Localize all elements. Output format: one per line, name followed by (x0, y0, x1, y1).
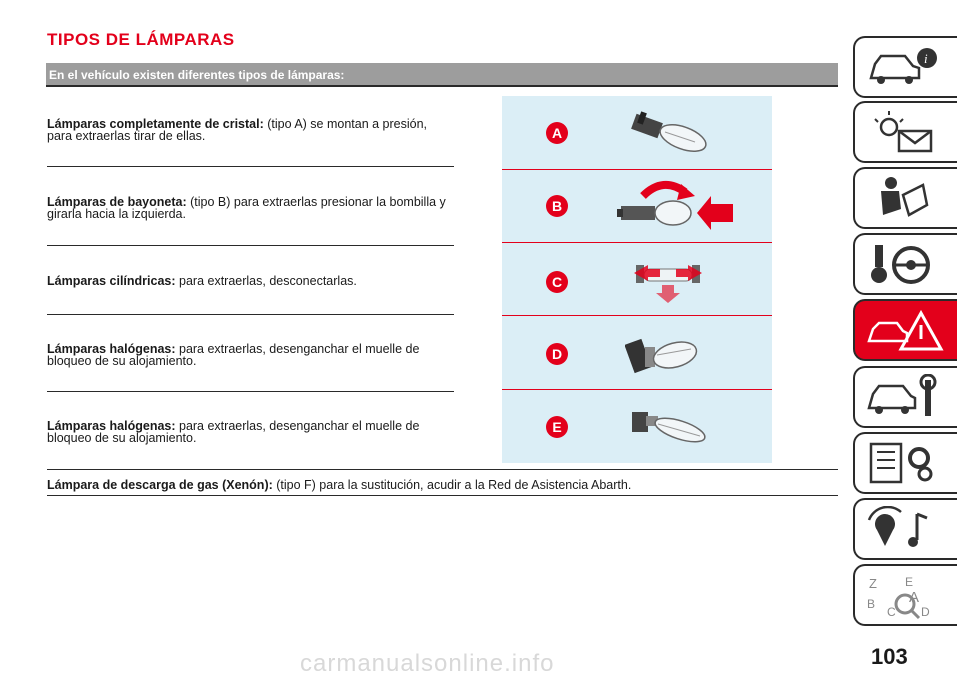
figure-separator (502, 389, 772, 390)
svg-text:i: i (924, 51, 928, 66)
entry-label: Lámparas halógenas: (47, 342, 176, 356)
entry-text: para extraerlas, desenganchar el muelle de bloqueo de su alojamiento. (47, 342, 420, 368)
entry-label: Lámparas halógenas: (47, 419, 176, 433)
svg-text:D: D (921, 605, 930, 619)
entry-a (47, 118, 452, 142)
chapter-tabs (853, 0, 960, 678)
figure-label-c: C (546, 271, 568, 293)
cylindrical-bulb-icon (630, 255, 710, 305)
tab-technical-data[interactable] (853, 432, 957, 494)
figure-separator (502, 315, 772, 316)
entry-text: para extraerlas, desconectarlas. (175, 274, 357, 288)
entry-e (47, 420, 452, 444)
tab-maintenance[interactable] (853, 366, 957, 428)
entry-label: Lámparas completamente de cristal: (47, 117, 264, 131)
tab-index[interactable] (853, 564, 957, 626)
tab-car-info[interactable] (853, 36, 957, 98)
page-title: TIPOS DE LÁMPARAS (47, 30, 235, 49)
bayonet-bulb-icon (615, 178, 735, 234)
tab-starting-driving[interactable] (853, 233, 957, 295)
car-wrench-icon (865, 374, 945, 420)
seat-airbag-icon (865, 175, 945, 221)
tab-safety[interactable] (853, 167, 957, 229)
divider (47, 245, 454, 246)
figure-label-a: A (546, 122, 568, 144)
lights-message-icon (865, 109, 945, 155)
watermark: carmanualsonline.info (300, 650, 555, 677)
entry-b (47, 196, 452, 220)
entry-text: para extraerlas, desenganchar el muelle de bloqueo de su alojamiento. (47, 419, 420, 445)
svg-text:A: A (909, 589, 920, 606)
key-steering-wheel-icon (865, 241, 945, 287)
entry-label: Lámparas cilíndricas: (47, 274, 176, 288)
tab-multimedia[interactable] (853, 498, 957, 560)
glass-bulb-icon (625, 108, 715, 156)
car-info-icon (865, 44, 945, 90)
svg-text:E: E (905, 575, 914, 589)
entry-d (47, 343, 452, 367)
multimedia-music-icon (865, 506, 945, 552)
entry-text: (tipo A) se montan a presión, para extraerlas tirar de ellas. (47, 117, 428, 143)
intro-bar (46, 63, 838, 87)
figure-separator (502, 242, 772, 243)
entry-text: (tipo B) para extraerlas presionar la bombilla y girarla hacia la izquierda. (47, 195, 446, 221)
specs-gears-icon (865, 440, 945, 486)
entry-label: Lámpara de descarga de gas (Xenón): (47, 478, 273, 492)
svg-text:C: C (887, 605, 896, 619)
halogen-h1-bulb-icon (628, 402, 713, 452)
figure-separator (502, 169, 772, 170)
entry-label: Lámparas de bayoneta: (47, 195, 187, 209)
tab-lights-messages[interactable] (853, 101, 957, 163)
divider (47, 391, 454, 392)
svg-text:Z: Z (869, 576, 877, 591)
page-number: 103 (871, 644, 908, 669)
tab-emergency[interactable] (853, 299, 957, 361)
divider (47, 314, 454, 315)
car-warning-triangle-icon (865, 307, 945, 357)
entry-c (47, 275, 452, 287)
divider (47, 469, 838, 470)
divider (47, 166, 454, 167)
entry-text: (tipo F) para la sustitución, acudir a la Red de Asistencia Abarth. (272, 478, 632, 492)
entry-xenon (47, 478, 837, 492)
halogen-h4-bulb-icon (625, 327, 705, 381)
intro-text: En el vehículo existen diferentes tipos de lámparas: (49, 68, 345, 82)
divider (47, 495, 838, 496)
alphabetical-index-icon (865, 572, 945, 622)
figure-label-d: D (546, 343, 568, 365)
figure-label-b: B (546, 195, 568, 217)
figure-label-e: E (546, 416, 568, 438)
svg-text:B: B (867, 597, 876, 611)
